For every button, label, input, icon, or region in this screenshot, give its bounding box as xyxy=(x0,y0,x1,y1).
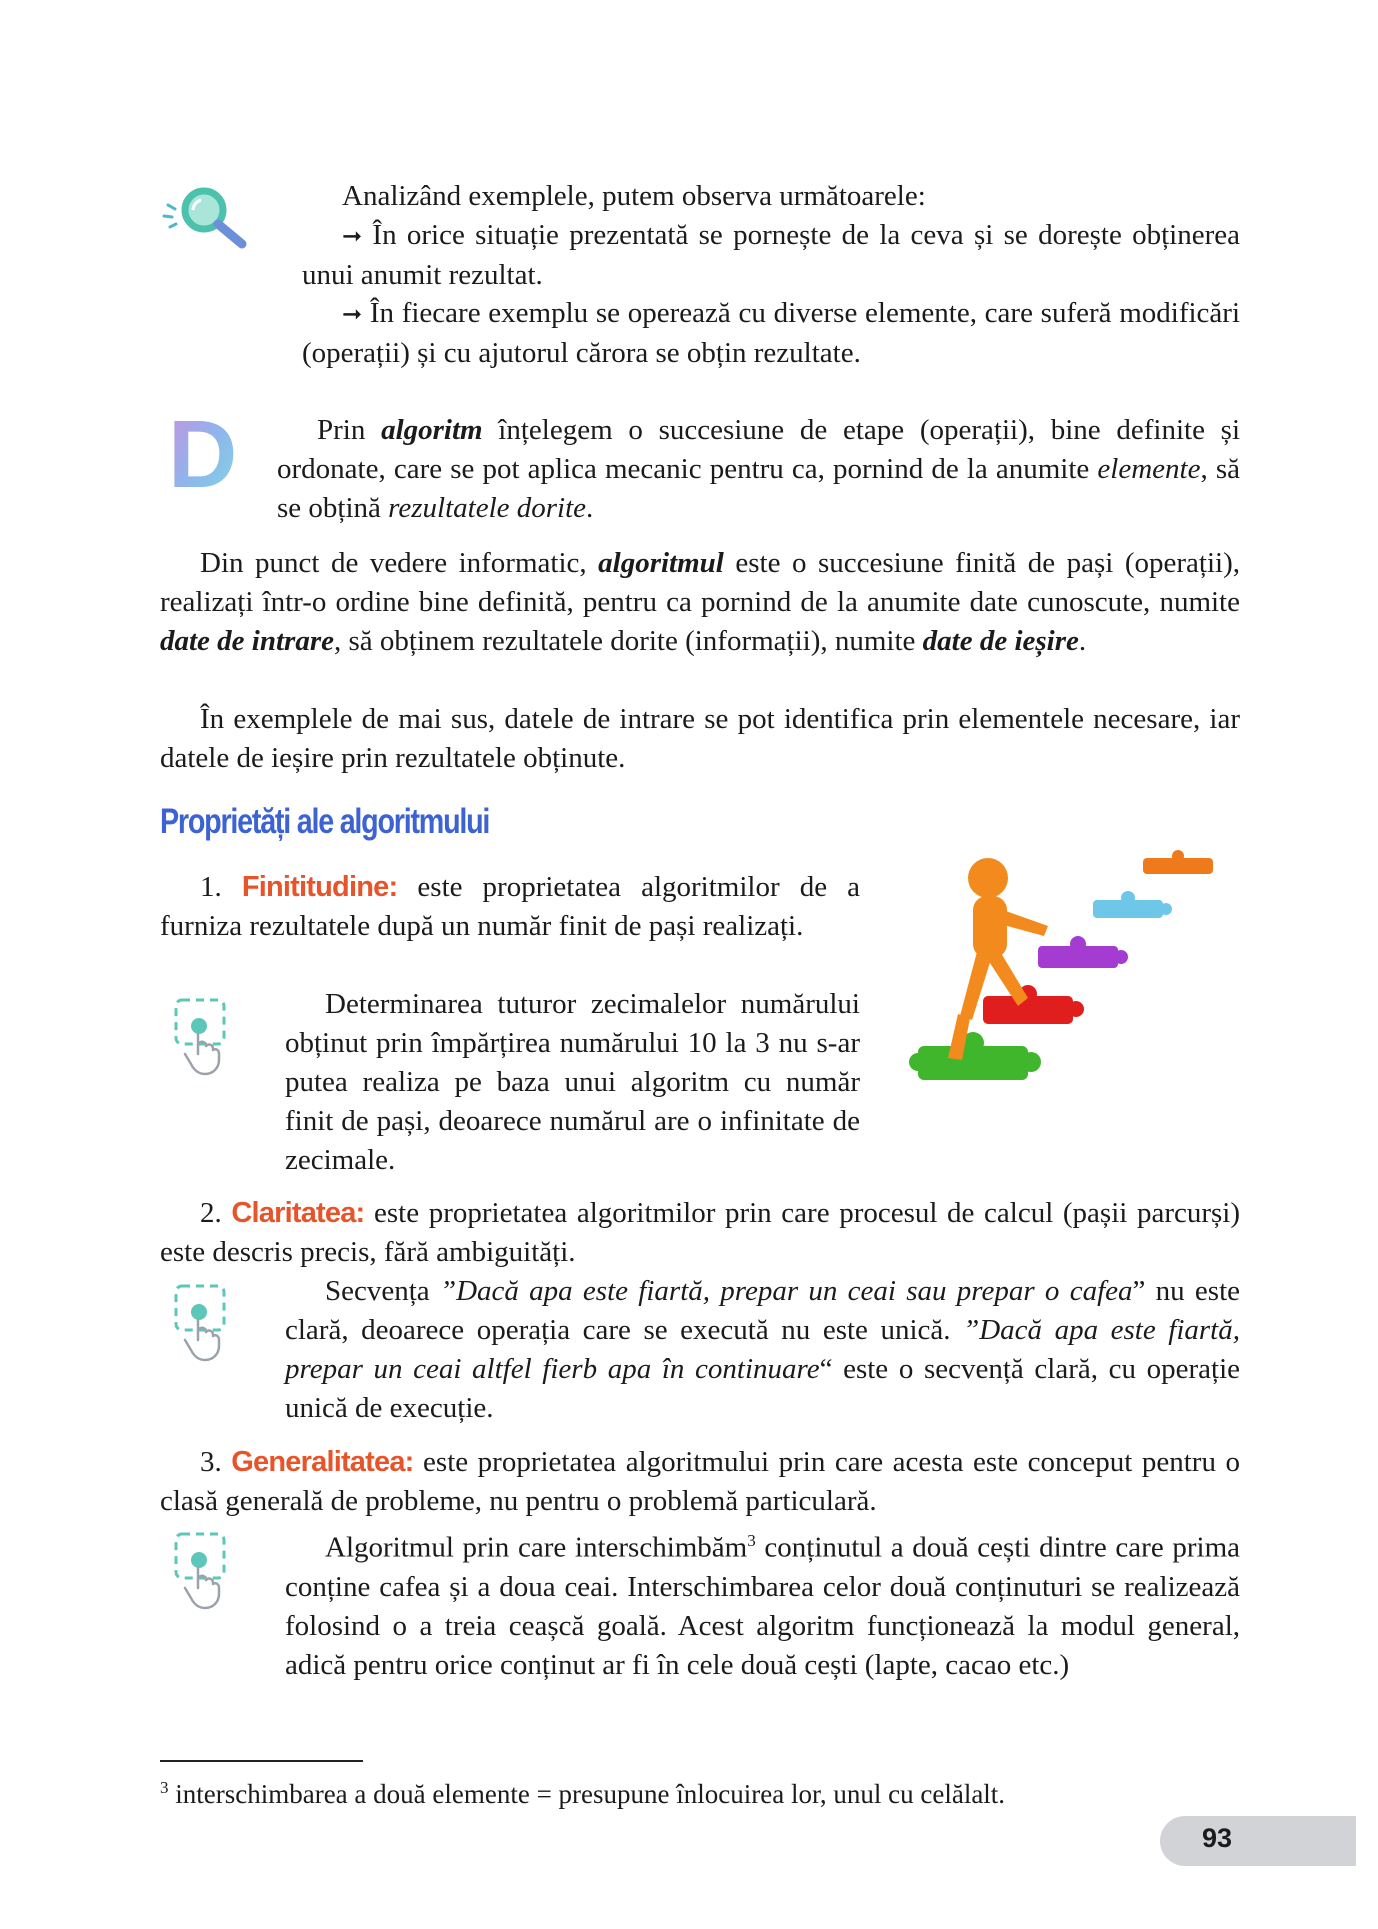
observation-bullet-2: ➞ În fiecare exemplu se operează cu diverse elemente, care suferă modificări (operații) și cu ajutorul cărora se obțin rezultate. xyxy=(302,297,1241,369)
arrow-icon: ➞ xyxy=(342,222,363,250)
magnifier-icon xyxy=(160,180,260,252)
tap-hand-icon xyxy=(172,1530,234,1612)
property-claritatea: 2. Claritatea: este proprietatea algoritmilor prin care procesul de calcul (pașii parcurși) este descris precis, fără ambiguități. xyxy=(160,1197,1241,1268)
tap-hand-icon xyxy=(172,1282,234,1364)
definition-letter-icon xyxy=(168,412,238,496)
section-title: Proprietăți ale algoritmului xyxy=(160,802,490,841)
property-finititudine: 1. Finititudine: este proprietatea algoritmilor de a furniza rezultatele după un număr finit de pași realizați. xyxy=(160,871,860,942)
puzzle-steps-illustration xyxy=(908,848,1228,1110)
finititudine-example: Determinarea tuturor zecimalelor numărului obținut prin împărțirea numărului 10 la 3 nu s-ar putea realiza pe baza unui algoritm cu număr finit de pași, deoarece numărul are o infinitate de zecimale. xyxy=(285,988,860,1176)
property-name: Claritatea: xyxy=(231,1197,365,1229)
footnote-reference: 3 xyxy=(747,1531,756,1550)
svg-text:D: D xyxy=(168,412,238,496)
property-generalitatea: 3. Generalitatea: este proprietatea algoritmului prin care acesta este conceput pentru o clasă generală de probleme, nu pentru o problemă particulară. xyxy=(160,1446,1241,1517)
property-name: Generalitatea: xyxy=(231,1446,414,1478)
generalitatea-example: Algoritmul prin care interschimbăm$^3$ conținutul a două cești dintre care prima conține cafea și a doua ceai. Interschimbarea celor două conținuturi se realizează folosind o a treia ceașcă goală. Acest algoritm funcționează la modul general, adică pentru orice conținut ar fi în cele două cești (lapte, cacao etc.) xyxy=(285,1531,1241,1681)
tap-hand-icon xyxy=(172,996,234,1078)
examples-paragraph: În exemplele de mai sus, datele de intrare se pot identifica prin elementele necesare, iar datele de ieșire prin rezultatele obținute. xyxy=(160,703,1240,774)
observation-intro: Analizând exemplele, putem observa următoarele: xyxy=(342,180,926,212)
footnote-mark: 3 xyxy=(160,1778,169,1797)
page-number: 93 xyxy=(1202,1823,1233,1853)
footnote-divider xyxy=(160,1760,363,1762)
observation-bullet-1: ➞ În orice situație prezentată se pornește de la ceva și se dorește obținerea unui anumit rezultat. xyxy=(302,219,1241,291)
page-number-tab xyxy=(1160,1816,1356,1866)
arrow-icon: ➞ xyxy=(342,300,363,328)
informatic-definition: Din punct de vedere informatic, algoritmul este o succesiune finită de pași (operații), realizați într-o ordine bine definită, pentru ca pornind de la anumite date cunoscute, numite date de intrare, să obținem rezultatele dorite (informații), numite date de ieșire. xyxy=(160,547,1241,657)
footnote: $^3$ interschimbarea a două elemente = presupune înlocuirea lor, unul cu celălalt. xyxy=(160,1778,1006,1809)
property-name: Finititudine: xyxy=(241,871,398,903)
algorithm-definition: Prin algoritm înțelegem o succesiune de etape (operații), bine definite și ordonate, care se pot aplica mecanic pentru ca, pornind de la anumite elemente, să se obțină rezultatele dorite. xyxy=(277,414,1240,524)
claritatea-example: Secvența ”Dacă apa este fiartă, prepar un ceai sau prepar o cafea” nu este clară, deoarece operația care se execută nu este unică. ”Dacă apa este fiartă, prepar un ceai altfel fierb apa în continuare“ este o secvență clară, cu operație unică de execuție. xyxy=(285,1275,1241,1424)
